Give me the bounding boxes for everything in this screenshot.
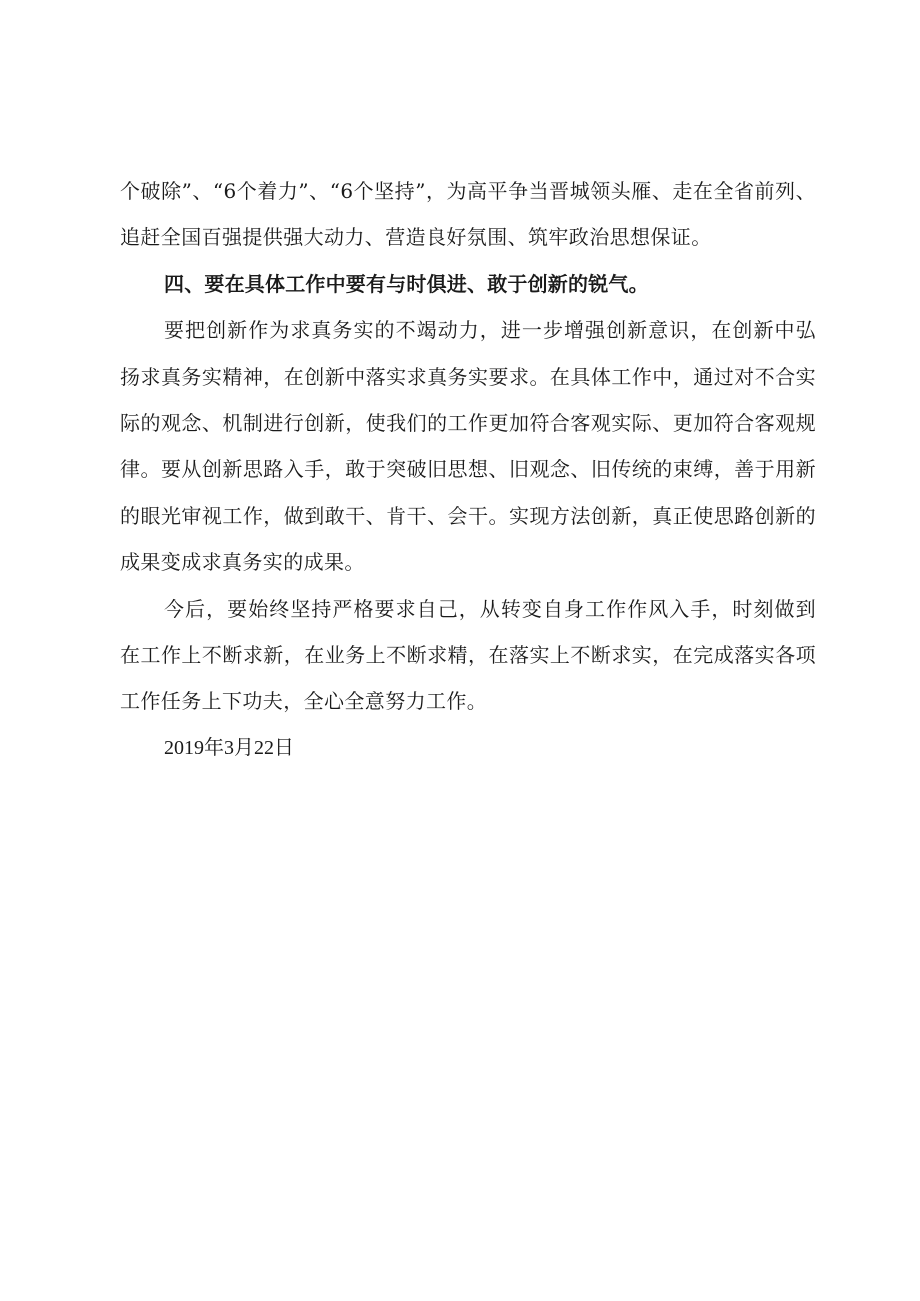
paragraph-continuation: 个破除”、“6个着力”、“6个坚持”，为高平争当晋城领头雁、走在全省前列、追赶全国百强提供强大动力、营造良好氛围、筑牢政治思想保证。 bbox=[120, 179, 816, 250]
section-heading-four: 四、要在具体工作中要有与时俱进、敢于创新的锐气。 bbox=[164, 271, 649, 296]
paragraph-future: 今后，要始终坚持严格要求自己，从转变自身工作作风入手，时刻做到在工作上不断求新，在业务上不断求精，在落实上不断求实，在完成落实各项工作任务上下功夫，全心全意努力工作。 bbox=[120, 596, 816, 714]
document-body bbox=[120, 168, 816, 771]
paragraph-innovation: 要把创新作为求真务实的不竭动力，进一步增强创新意识，在创新中弘扬求真务实精神，在创新中落实求真务实要求。在具体工作中，通过对不合实际的观念、机制进行创新，使我们的工作更加符合客观实际、更加符合客观规律。要从创新思路入手，敢于突破旧思想、旧观念、旧传统的束缚，善于用新的眼光审视工作，做到敢干、肯干、会干。实现方法创新，真正使思路创新的成果变成求真务实的成果。 bbox=[120, 318, 816, 575]
document-date: 2019年3月22日 bbox=[164, 736, 294, 759]
